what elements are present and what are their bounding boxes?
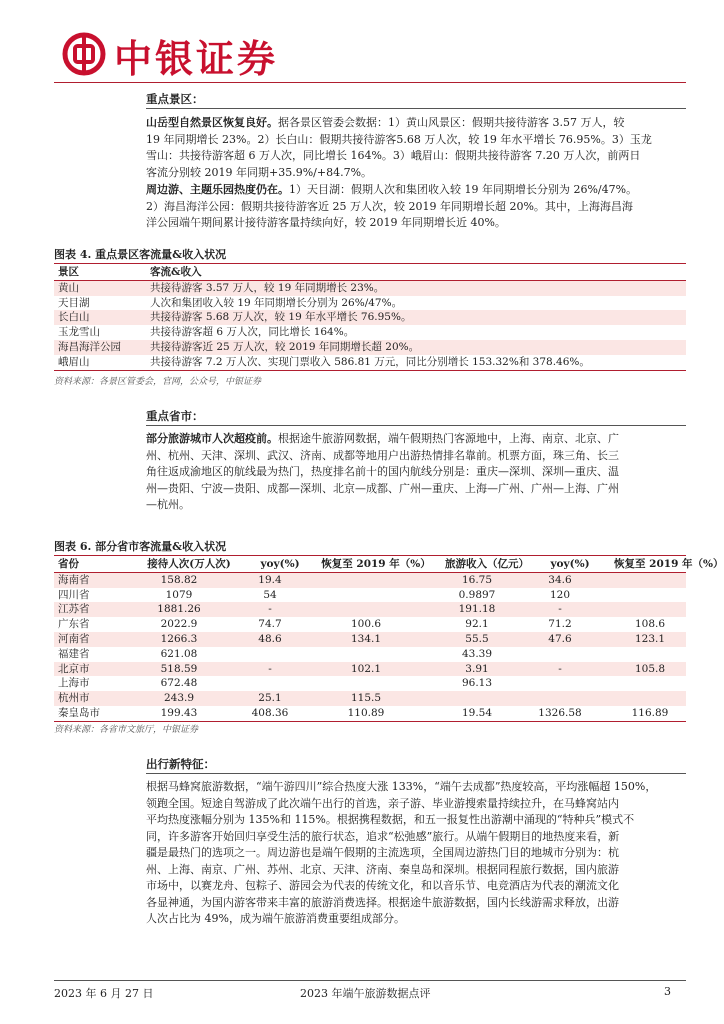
- table6-cell: 134.1: [350, 632, 382, 645]
- table4-source: 资料来源：各景区管委会，官网，公众号，中银证券: [54, 377, 262, 387]
- table-row: [54, 296, 686, 311]
- paragraph-line: 角往返成渝地区的航线最为热门，热度排名前十的国内航线分别是：重庆—深圳、深圳—重庆、温: [146, 465, 619, 478]
- table4-cell: 共接待游客 3.57 万人，较 19 年同期增长 23%。: [150, 281, 385, 294]
- table-row: [54, 602, 686, 617]
- table6-cell: 2022.9: [160, 618, 198, 631]
- paragraph-lead: 山岳型自然景区恢复良好。: [146, 116, 278, 129]
- table6-cell: 0.9897: [458, 588, 496, 601]
- table-row: [54, 632, 686, 647]
- table6-cell: 河南省: [58, 632, 90, 645]
- table6-header-cell: 恢复至 2019 年（%）: [321, 558, 431, 570]
- table6-cell: 杭州市: [58, 692, 90, 705]
- table6-cell: 92.1: [465, 618, 489, 631]
- table6-header-cell: yoy(%): [260, 558, 300, 570]
- table-row: [54, 355, 686, 370]
- table4: [54, 265, 686, 371]
- table4-cell: 玉龙雪山: [58, 326, 100, 339]
- table6-cell: 34.6: [548, 573, 572, 586]
- paragraph-line: 同，许多游客开始回归享受生活的旅行状态，追求“松弛感”旅行。从端午假期目的地热度来看，新: [146, 829, 620, 843]
- table6-cell: 海南省: [58, 573, 90, 586]
- table6-cell: 55.5: [465, 632, 489, 645]
- table6-cell: 408.36: [251, 706, 289, 719]
- table6-cell: 621.08: [160, 647, 198, 660]
- paragraph-province: [146, 431, 686, 514]
- table6-cell: 北京市: [58, 662, 90, 675]
- table6-header-cell: yoy(%): [550, 558, 590, 570]
- table-row: [54, 325, 686, 340]
- table6-cell: 120: [549, 588, 571, 601]
- table4-cell: 长白山: [58, 311, 90, 324]
- table-row: [54, 676, 686, 691]
- table6-cell: 191.18: [458, 603, 496, 616]
- table6-header-cell: 省份: [58, 558, 79, 570]
- paragraph-line: 市场中，以赛龙舟、包粽子、游园会为代表的传统文化，和以音乐节、电竞酒店为代表的潮流文化: [146, 879, 619, 892]
- table6-cell: -: [558, 662, 562, 675]
- footer-date: 2023 年 6 月 27 日: [54, 987, 154, 1000]
- table6-cell: 1079: [165, 588, 193, 601]
- table6-cell: 74.7: [258, 618, 282, 631]
- table4-cell: 峨眉山: [58, 355, 90, 368]
- table4-cell: 黄山: [58, 281, 79, 294]
- header-divider: [54, 82, 686, 83]
- paragraph-line: 客流分别较 2019 年同期+35.9%/+84.7%。: [146, 165, 373, 179]
- table6-cell: 672.48: [160, 677, 198, 690]
- table6-cell: 47.6: [548, 632, 572, 645]
- table6-cell: 1881.26: [157, 603, 201, 616]
- table6-header-cell: 恢复至 2019 年（%）: [614, 558, 724, 570]
- table6-cell: 25.1: [258, 692, 282, 705]
- table6-header-cell: 接待人次(万人次): [147, 558, 231, 570]
- table4-header-row: [54, 265, 686, 280]
- table6-cell: 123.1: [634, 632, 666, 645]
- footer-divider: [54, 980, 686, 981]
- table6-cell: 广东省: [58, 618, 90, 631]
- section-title-province: 重点省市：: [146, 409, 204, 423]
- table6-cell: 3.91: [465, 662, 489, 675]
- table4-cell: 人次和集团收入较 19 年同期增长分别为 26%/47%。: [150, 296, 403, 309]
- table4-cell: 共接待游客 7.2 万人次、实现门票收入 586.81 万元，同比分别增长 153.32%和 378.46%。: [150, 355, 590, 368]
- table6-caption: 图表 6. 部分省市客流量&收入状况: [54, 540, 227, 553]
- paragraph-line: 据各景区管委会数据：1）黄山风景区：假期共接待游客 3.57 万人，较: [278, 116, 625, 129]
- footer-page-number: 3: [664, 985, 671, 998]
- table6-cell: 100.6: [350, 618, 382, 631]
- paragraph-line: 2）海昌海洋公园：假期共接待游客近 25 万人次，较 2019 年同期增长超 20%。其中，上海海昌海: [146, 199, 633, 213]
- table6-cell: 1266.3: [160, 632, 198, 645]
- section-divider: [146, 773, 686, 774]
- paragraph-line: 疆是最热门的选项之一。周边游也是端午假期的主流选项，全国周边游热门目的地城市分别为：杭: [146, 846, 619, 859]
- table6-cell: 16.75: [461, 573, 493, 586]
- table6-cell: 71.2: [548, 618, 572, 631]
- table4-bottom-rule: [54, 370, 686, 371]
- section-title-trend: 出行新特征：: [146, 757, 215, 771]
- paragraph-line: 根据马蜂窝旅游数据，“端午游四川”综合热度大涨 133%，“端午去成都”热度较高，平均涨幅超 150%，: [146, 780, 657, 793]
- footer-report-title: 2023 年端午旅游数据点评: [300, 987, 431, 1000]
- paragraph-line: 领跑全国。短途自驾游成了此次端午出行的首选，亲子游、毕业游搜索量持续拉升，在马蜂窝站内: [146, 796, 619, 810]
- table4-header-cell: 景区: [58, 266, 79, 278]
- table6-cell: 105.8: [634, 662, 666, 675]
- paragraph-line: —杭州。: [146, 498, 190, 511]
- table4-cell: 共接待游客超 6 万人次，同比增长 164%。: [150, 326, 355, 339]
- table6-cell: -: [268, 662, 272, 675]
- table4-caption: 图表 4. 重点景区客流量&收入状况: [54, 248, 227, 261]
- brand-name: 中银证券: [114, 37, 279, 81]
- paragraph-line: 州、上海、南京、广州、苏州、北京、天津、济南、秦皇岛和深圳。根据同程旅行数据，国内旅游: [146, 862, 619, 876]
- paragraph-scenic-2: [146, 182, 686, 232]
- table6-cell: 199.43: [160, 706, 198, 719]
- table6-cell: 19.54: [461, 706, 493, 719]
- paragraph-line: 人次占比为 49%，成为端午旅游消费重要组成部分。: [146, 912, 405, 925]
- paragraph-line: 1）天目湖：假期人次和集团收入较 19 年同期增长分别为 26%/47%。: [289, 183, 638, 196]
- table6-body: [54, 573, 686, 721]
- table6-cell: 115.5: [350, 692, 382, 705]
- table4-cell: 海昌海洋公园: [58, 340, 121, 353]
- table-row: [54, 310, 686, 325]
- section-title-scenic: 重点景区：: [146, 92, 204, 106]
- boc-logo-icon: [62, 32, 106, 76]
- table-row: [54, 588, 686, 603]
- table-row: [54, 662, 686, 677]
- table6-cell: 243.9: [163, 692, 195, 705]
- table6-cell: 158.82: [160, 573, 198, 586]
- table6-cell: -: [558, 603, 562, 616]
- paragraph-lead: 部分旅游城市人次超疫前。: [146, 432, 278, 445]
- table6-cell: 110.89: [347, 706, 385, 719]
- table6-source: 资料来源：各省市文旅厅，中银证券: [54, 725, 199, 735]
- table6-cell: 四川省: [58, 588, 90, 601]
- paragraph-line: 各显神通，为国内游客带来丰富的旅游消费选择。根据途牛旅游数据，国内长线游需求释放，出游: [146, 895, 619, 909]
- table-row: [54, 706, 686, 721]
- table-row: [54, 340, 686, 355]
- table6-cell: -: [268, 603, 272, 616]
- table4-cell: 共接待游客近 25 万人次，较 2019 年同期增长超 20%。: [150, 340, 420, 353]
- paragraph-line: 洋公园端午期间累计接待游客量持续向好，较 2019 年同期增长近 40%。: [146, 216, 506, 229]
- table6-cell: 116.89: [631, 706, 669, 719]
- table6-cell: 上海市: [58, 677, 90, 690]
- table6-header-row: [54, 557, 724, 572]
- paragraph-line: 州、杭州、天津、深圳、武汉、济南、成都等地用户出游热情排名靠前。机票方面，珠三角、长三: [146, 448, 619, 462]
- table-row: [54, 647, 686, 662]
- table6-cell: 江苏省: [58, 603, 90, 616]
- paragraph-line: 雪山：共接待游客超 6 万人次，同比增长 164%。3）峨眉山：假期共接待游客 7.20 万人次，前两日: [146, 149, 641, 162]
- table6-cell: 福建省: [58, 647, 90, 660]
- paragraph-line: 州—贵阳、宁波—贵阳、成都—深圳、北京—成都、广州—重庆、上海—广州、广州—上海、广州: [146, 481, 619, 495]
- table6-cell: 108.6: [634, 618, 666, 631]
- table6-cell: 96.13: [461, 677, 493, 690]
- table6-cell: 43.39: [461, 647, 493, 660]
- table6-cell: 54: [263, 588, 277, 601]
- table6-cell: 102.1: [350, 662, 382, 675]
- table6-cell: 秦皇岛市: [58, 706, 100, 719]
- section-divider: [146, 108, 686, 109]
- paragraph-line: 平均热度涨幅分别为 135%和 115%。根据携程数据，和五一报复性出游潮中涌现的“特种兵”模式不: [146, 813, 635, 826]
- table6-cell: 1326.58: [538, 706, 582, 719]
- paragraph-trend: [146, 779, 686, 928]
- table6-cell: 19.4: [258, 573, 282, 586]
- table4-cell: 天目湖: [58, 296, 90, 309]
- table4-cell: 共接待游客 5.68 万人次，较 19 年水平增长 76.95%。: [150, 311, 412, 324]
- paragraph-line: 根据途牛旅游网数据，端午假期热门客源地中，上海、南京、北京、广: [278, 432, 619, 445]
- table4-header-cell: 客流&收入: [150, 266, 202, 278]
- paragraph-line: 19 年同期增长 23%。2）长白山：假期共接待游客5.68 万人次，较 19 年水平增长 76.95%。3）玉龙: [146, 132, 652, 146]
- table6-top-rule: [54, 555, 686, 556]
- paragraph-scenic-1: [146, 115, 686, 181]
- table6-cell: 48.6: [258, 632, 282, 645]
- table-row: [54, 617, 686, 632]
- table6-cell: 518.59: [160, 662, 198, 675]
- table-row: [54, 573, 686, 588]
- section-divider: [146, 425, 686, 426]
- table-row: [54, 281, 686, 296]
- table-row: [54, 691, 686, 706]
- table6: [54, 557, 724, 722]
- table4-top-rule: [54, 263, 686, 264]
- table6-header-cell: 旅游收入（亿元）: [445, 558, 529, 570]
- paragraph-lead: 周边游、主题乐园热度仍在。: [146, 183, 289, 196]
